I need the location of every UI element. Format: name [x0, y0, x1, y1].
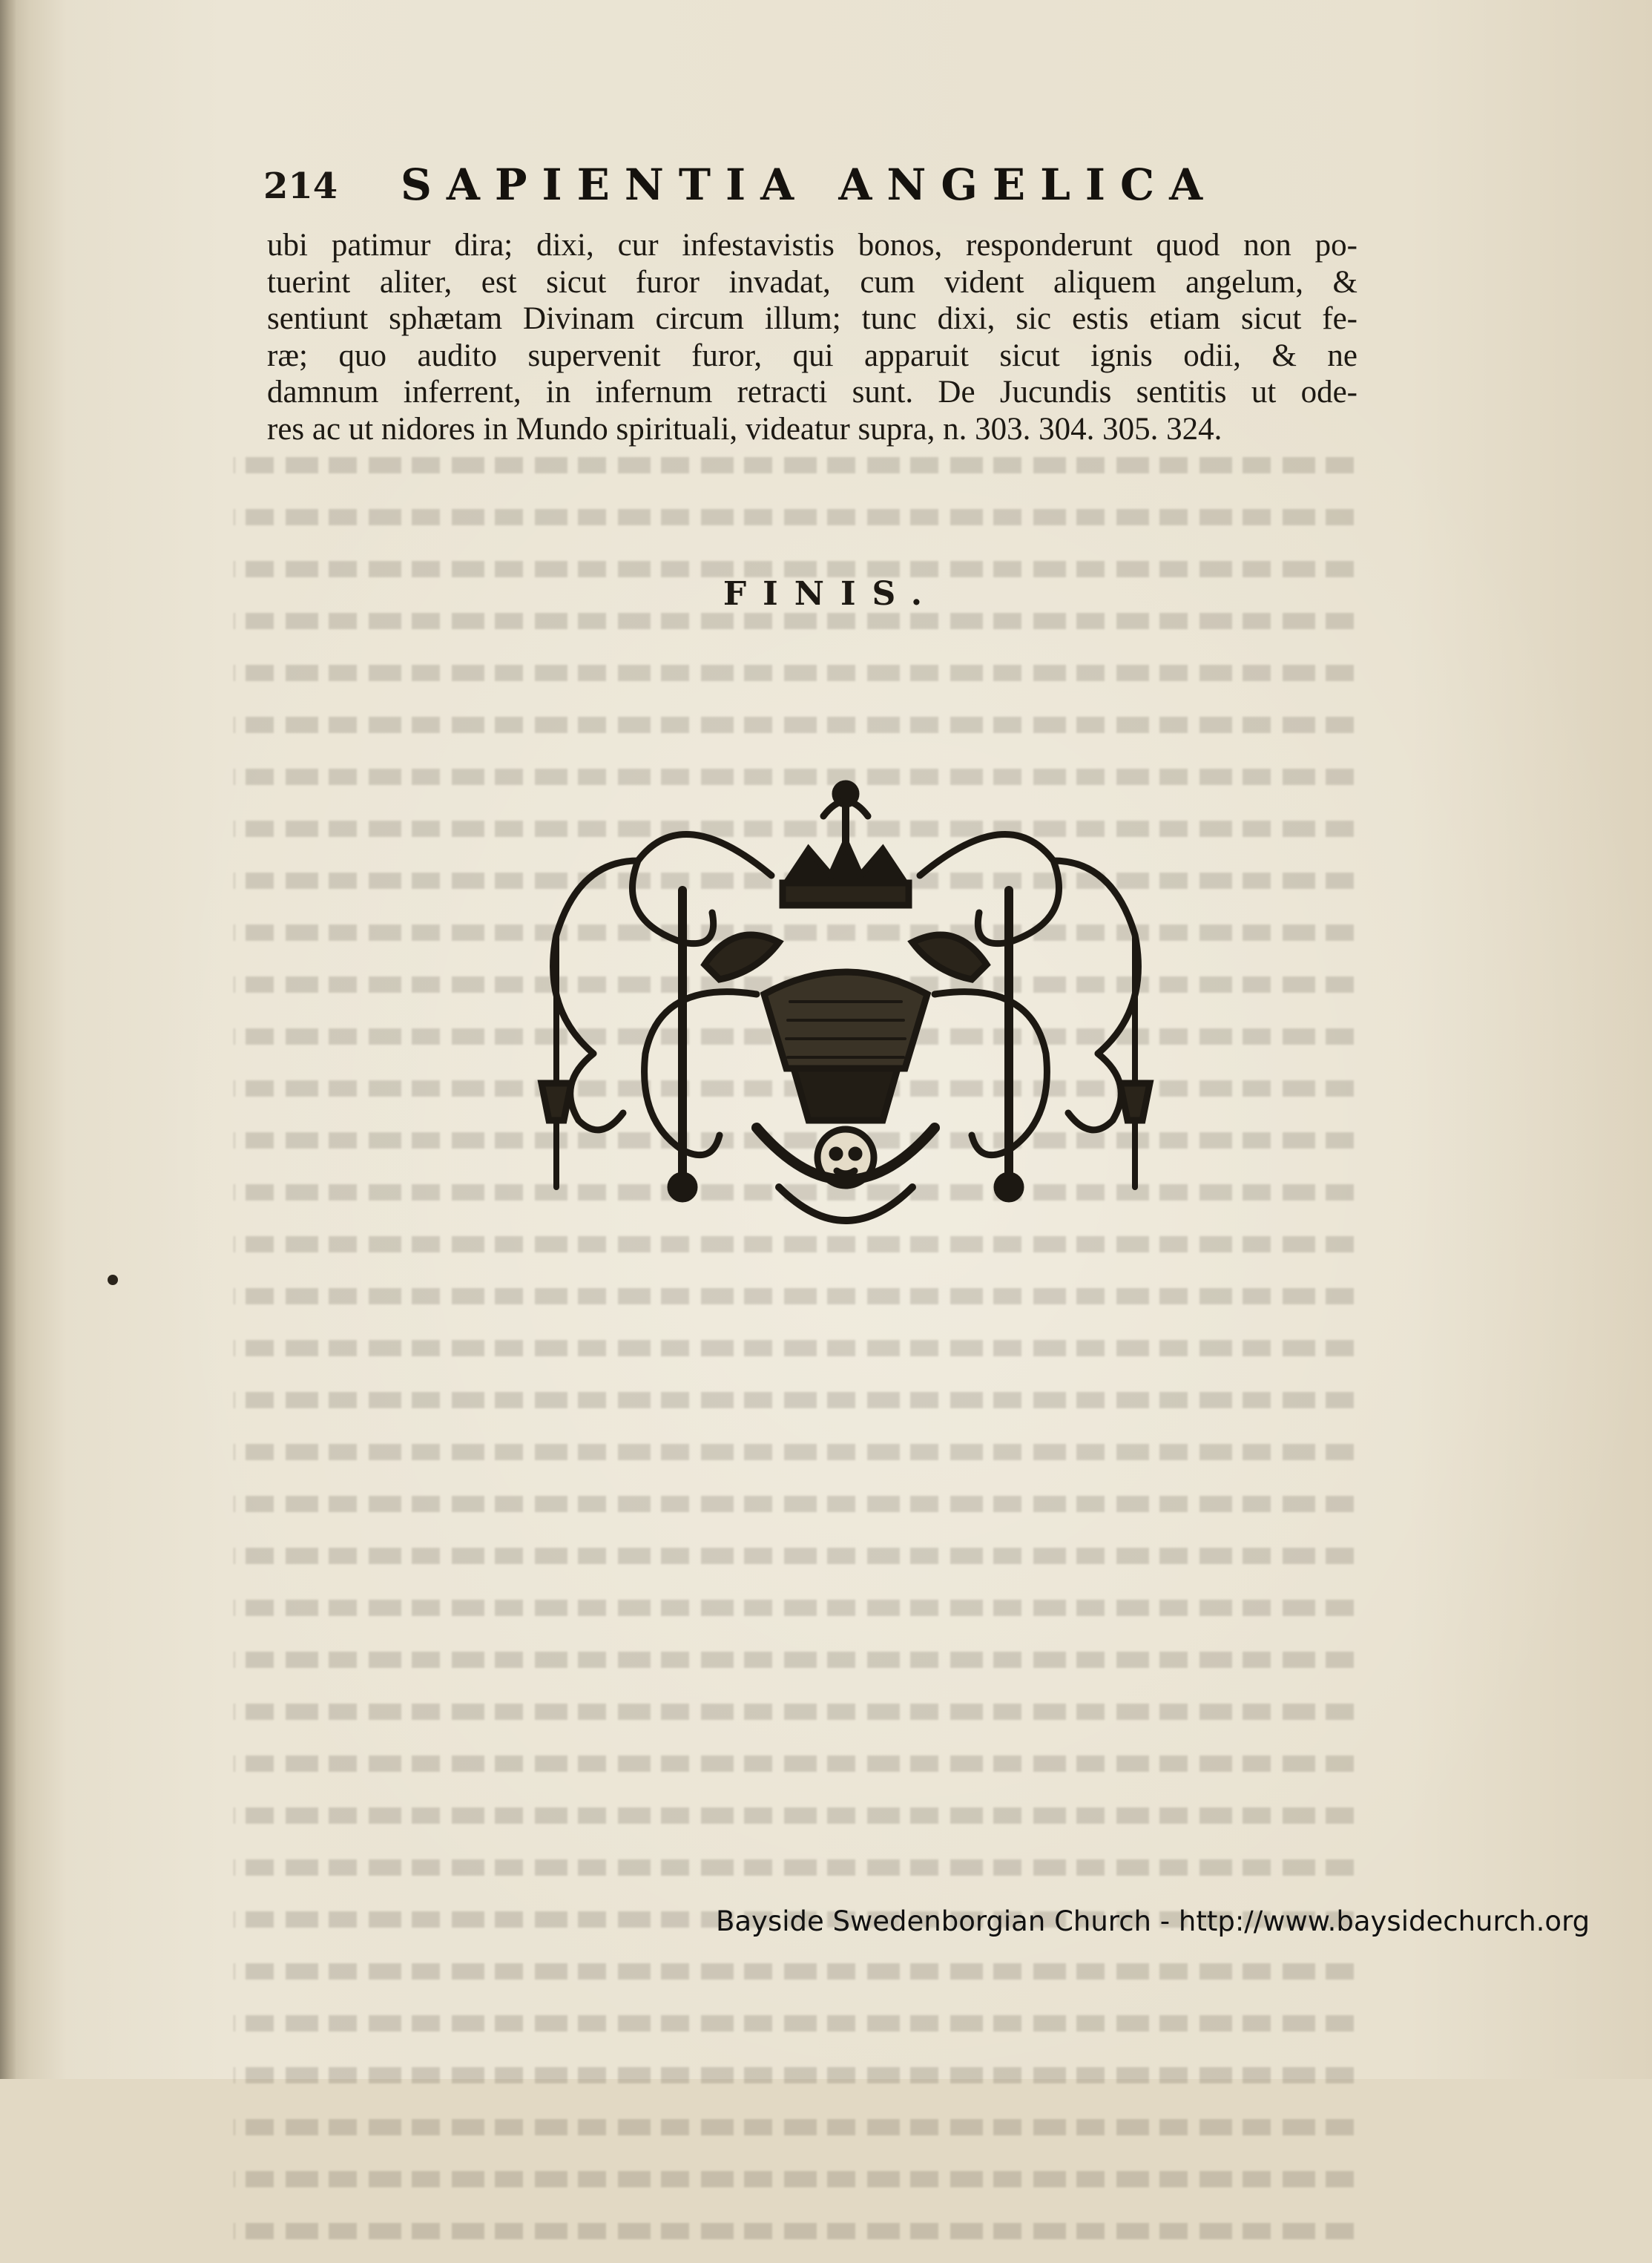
- text-line: sentiunt sphætam Divinam circum illum; tunc dixi, sic estis etiam sicut fe-: [267, 301, 1358, 336]
- page-gutter: [0, 0, 16, 2079]
- page-number: 214: [263, 165, 338, 207]
- text-line: ræ; quo audito supervenit furor, qui apparuit sicut ignis odii, & ne: [267, 338, 1358, 373]
- text-line: tuerint aliter, est sicut furor invadat, cum vident aliquem angelum, &: [267, 264, 1358, 300]
- footer-credit: Bayside Swedenborgian Church - http://www.baysidechurch.org: [716, 1905, 1590, 1937]
- body-text: [267, 227, 1358, 447]
- ink-spot: [108, 1275, 118, 1285]
- text-line: damnum inferrent, in infernum retracti sunt. De Jucundis sentitis ut ode-: [267, 375, 1358, 410]
- woodcut-tailpiece-icon: [512, 772, 1179, 1261]
- finis-heading: FINIS.: [723, 575, 939, 613]
- running-head: [263, 160, 1406, 211]
- running-title: SAPIENTIA ANGELICA: [401, 160, 1218, 210]
- text-line: ubi patimur dira; dixi, cur infestavistis bonos, responderunt quod non po-: [267, 228, 1358, 263]
- text-line: res ac ut nidores in Mundo spirituali, videatur supra, n. 303. 304. 305. 324.: [267, 411, 1222, 447]
